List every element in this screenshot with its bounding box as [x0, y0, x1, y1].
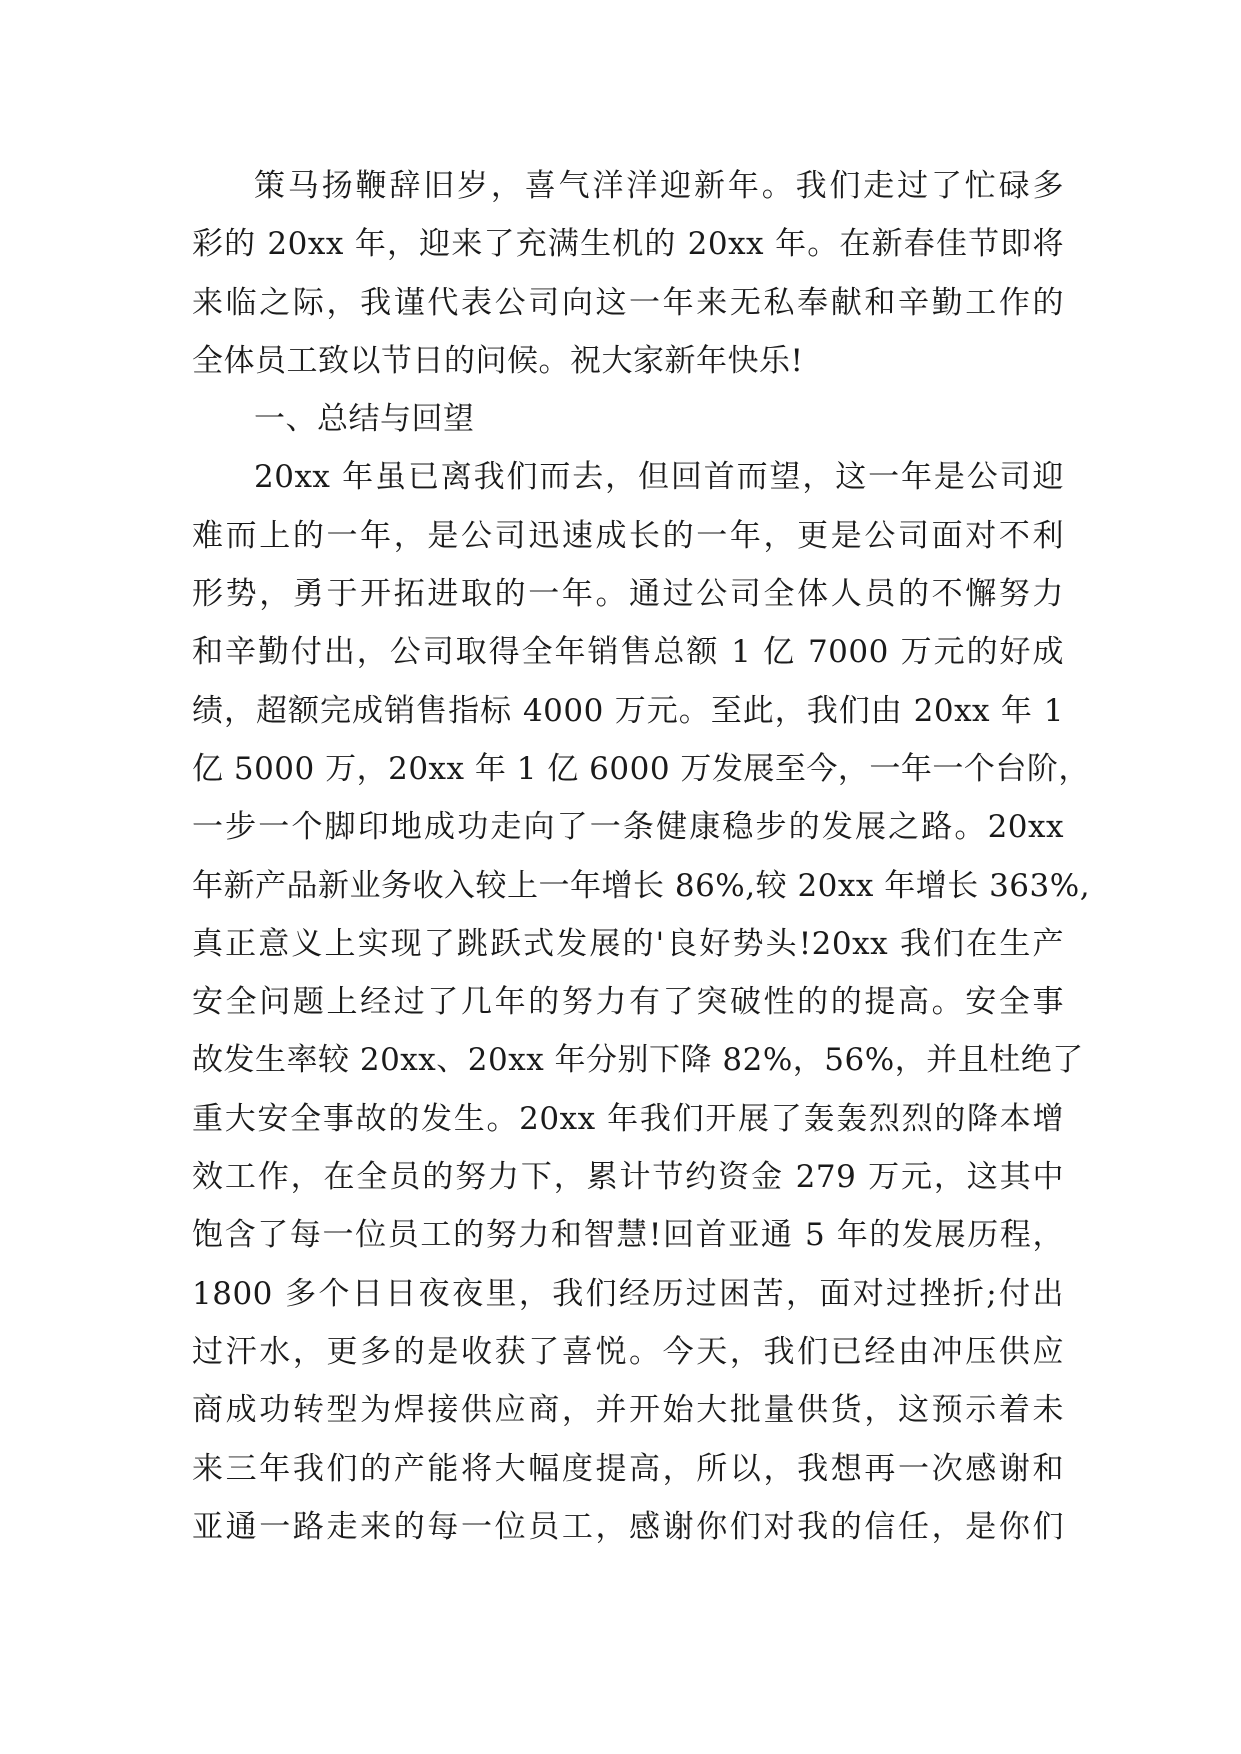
text-line: 亿 5000 万，20xx 年 1 亿 6000 万发展至今，一年一个台阶，	[192, 750, 1090, 787]
section-heading	[192, 390, 1064, 448]
text-line: 和辛勤付出，公司取得全年销售总额 1 亿 7000 万元的好成	[192, 634, 1064, 671]
text-line: 过汗水，更多的是收获了喜悦。今天，我们已经由冲压供应	[192, 1333, 1064, 1370]
text-line: 亚通一路走来的每一位员工，感谢你们对我的信任，是你们	[192, 1508, 1064, 1545]
text-line: 1800 多个日日夜夜里，我们经历过困苦，面对过挫折;付出	[192, 1275, 1064, 1312]
text-line: 重大安全事故的发生。20xx 年我们开展了轰轰烈烈的降本增	[192, 1100, 1064, 1137]
text-line: 一步一个脚印地成功走向了一条健康稳步的发展之路。20xx	[192, 809, 1064, 846]
text-line: 来临之际，我谨代表公司向这一年来无私奉献和辛勤工作的	[192, 284, 1064, 321]
heading-text: 一、总结与回望	[254, 401, 475, 438]
text-line: 效工作，在全员的努力下，累计节约资金 279 万元，这其中	[192, 1159, 1064, 1196]
greeting-paragraph	[192, 157, 1064, 390]
text-line: 难而上的一年，是公司迅速成长的一年，更是公司面对不利	[192, 517, 1064, 554]
summary-paragraph	[192, 448, 1091, 1556]
text-line: 绩，超额完成销售指标 4000 万元。至此，我们由 20xx 年 1	[192, 692, 1064, 729]
text-line: 年新产品新业务收入较上一年增长 86%,较 20xx 年增长 363%,	[192, 867, 1091, 904]
text-line: 形势，勇于开拓进取的一年。通过公司全体人员的不懈努力	[192, 576, 1064, 613]
text-line: 商成功转型为焊接供应商，并开始大批量供货，这预示着未	[192, 1392, 1064, 1429]
text-line: 彩的 20xx 年，迎来了充满生机的 20xx 年。在新春佳节即将	[192, 226, 1064, 263]
text-line: 饱含了每一位员工的努力和智慧!回首亚通 5 年的发展历程，	[192, 1217, 1064, 1254]
text-line: 真正意义上实现了跳跃式发展的'良好势头!20xx 我们在生产	[192, 925, 1064, 962]
text-line: 策马扬鞭辞旧岁，喜气洋洋迎新年。我们走过了忙碌多	[254, 168, 1064, 204]
text-line: 全体员工致以节日的问候。祝大家新年快乐!	[192, 342, 804, 379]
text-line: 20xx 年虽已离我们而去，但回首而望，这一年是公司迎	[254, 459, 1064, 496]
text-line: 安全问题上经过了几年的努力有了突破性的的提高。安全事	[192, 984, 1064, 1021]
document-body	[192, 157, 1091, 1556]
text-line: 故发生率较 20xx、20xx 年分别下降 82%，56%，并且杜绝了	[192, 1042, 1084, 1079]
text-line: 来三年我们的产能将大幅度提高，所以，我想再一次感谢和	[192, 1450, 1064, 1487]
